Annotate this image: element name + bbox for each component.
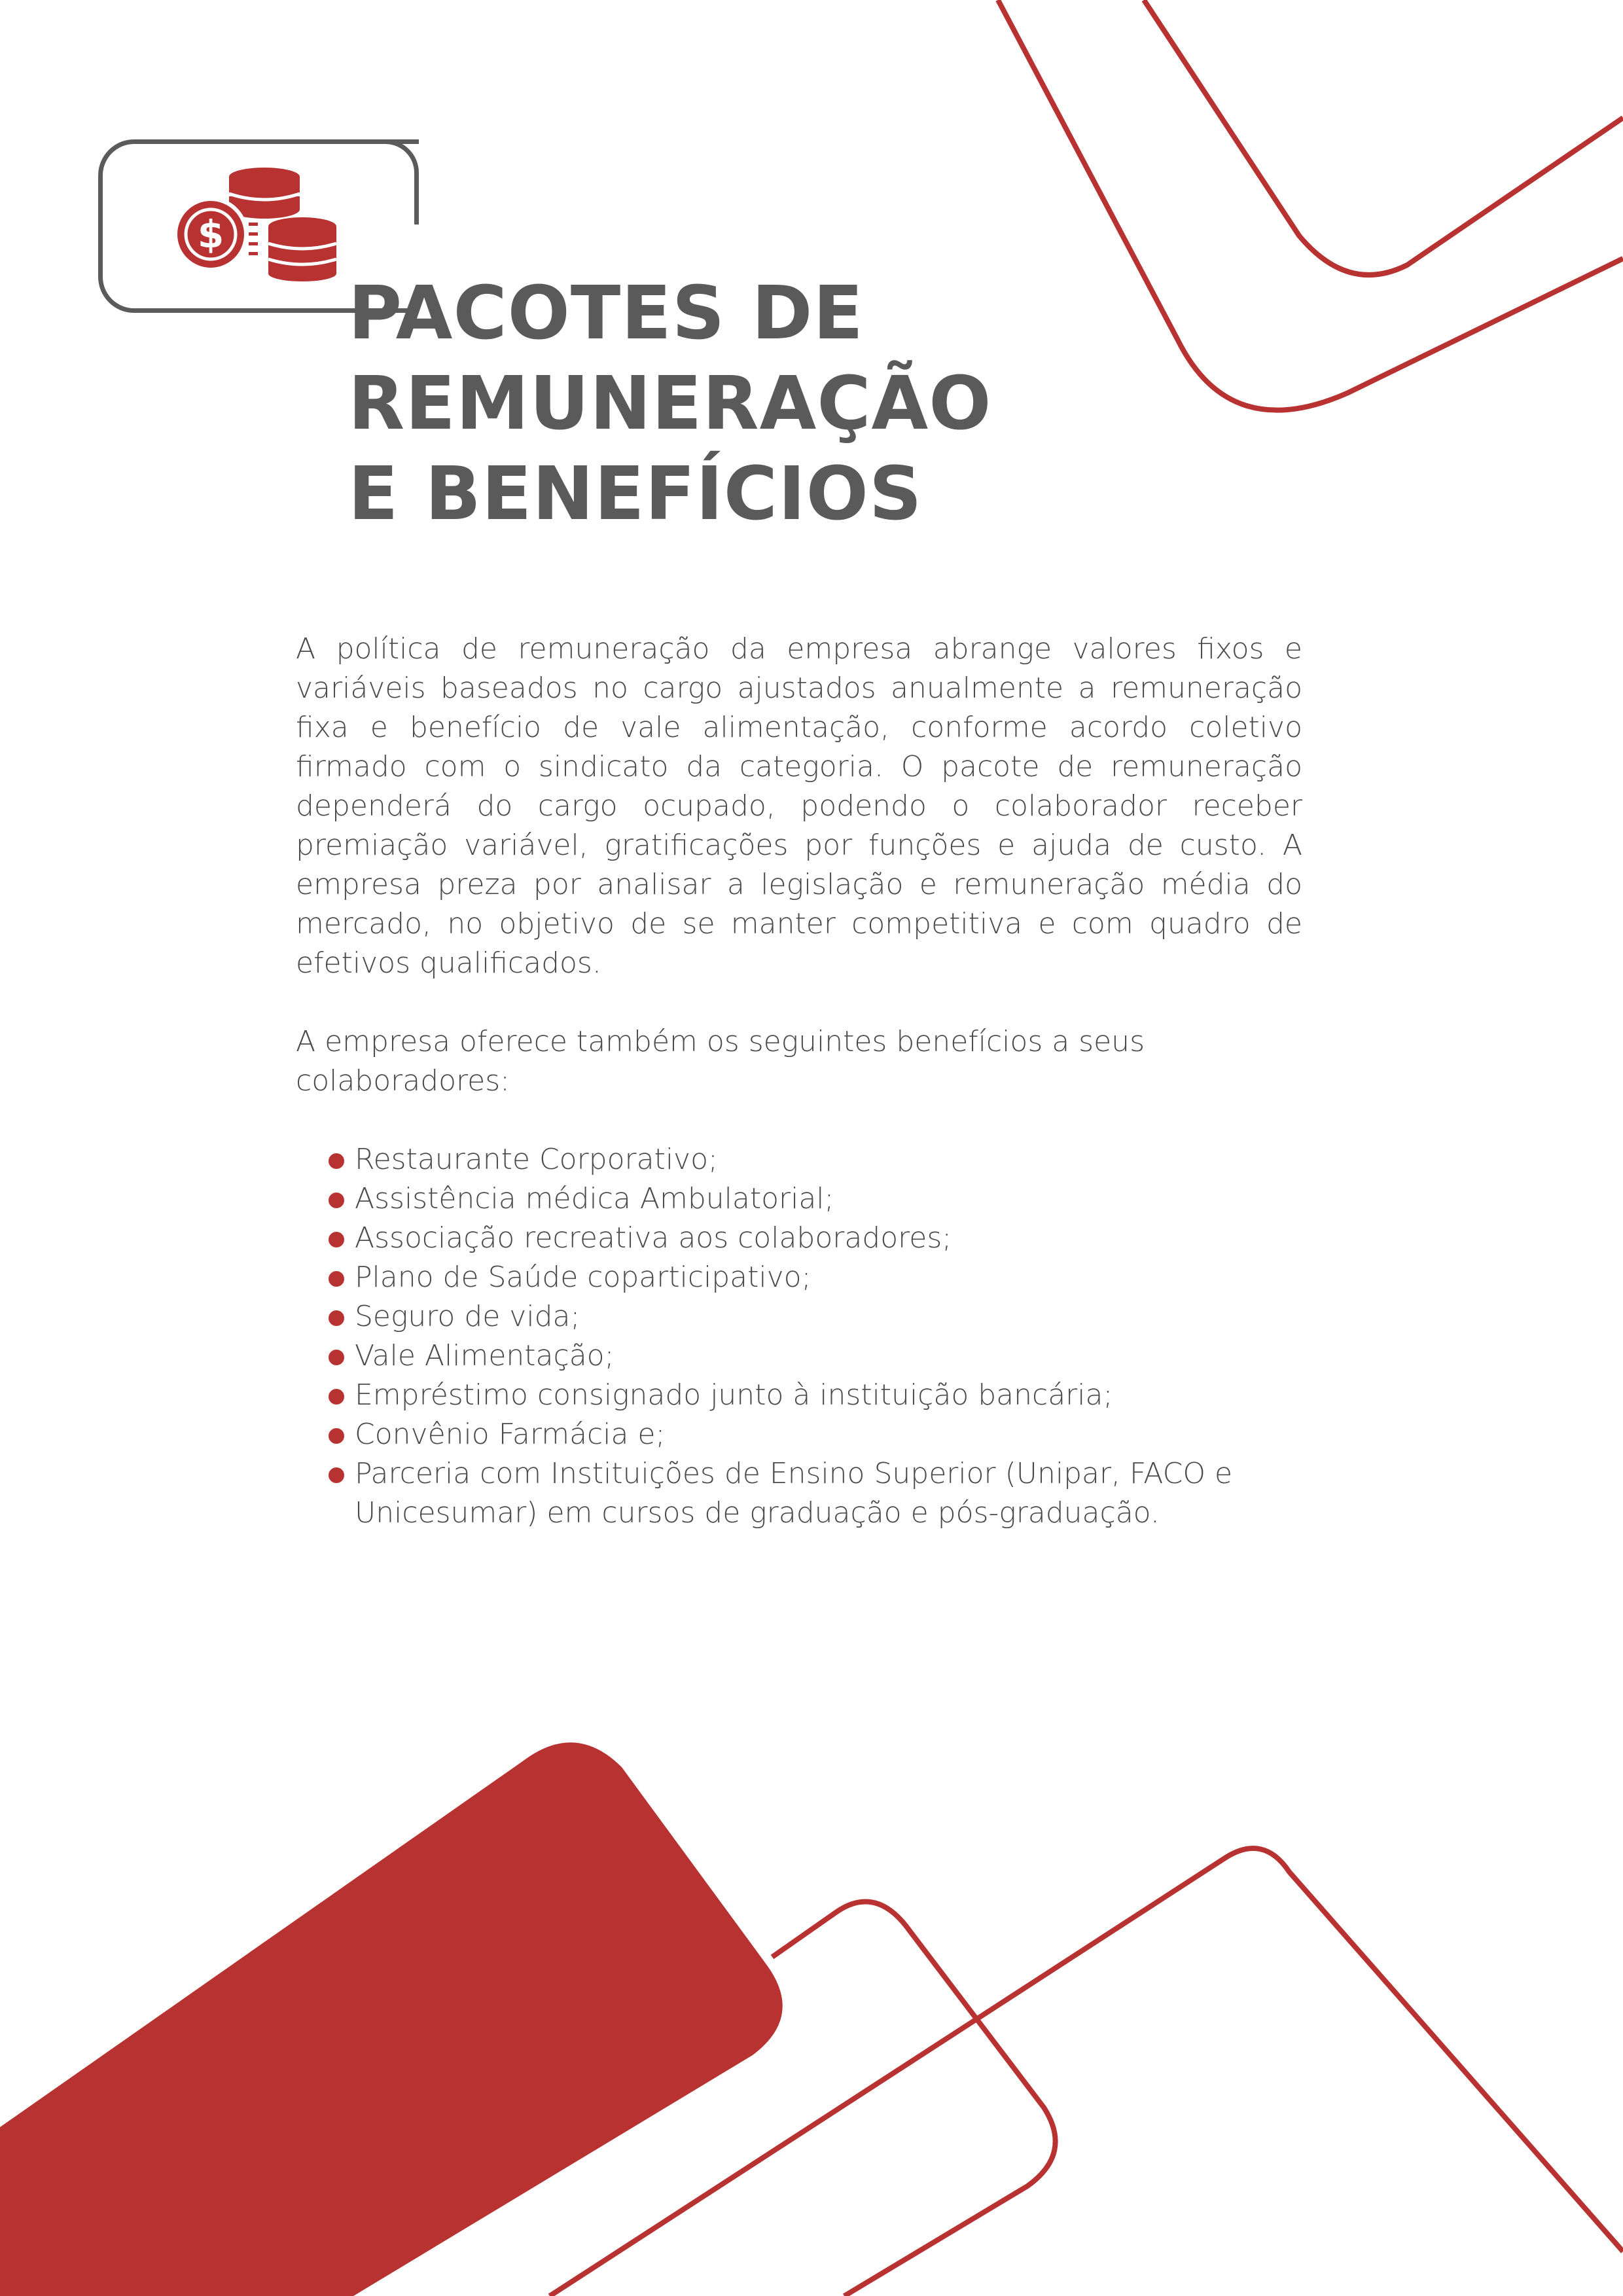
list-item: Associação recreativa aos colaboradores; <box>329 1219 1302 1258</box>
bullet-icon <box>329 1389 344 1405</box>
list-item: Assistência médica Ambulatorial; <box>329 1179 1302 1219</box>
title-line-2: REMUNERAÇÃO <box>348 361 992 446</box>
list-item: Convênio Farmácia e; <box>329 1415 1302 1454</box>
top-right-stroke-inner <box>1144 0 1623 275</box>
benefits-intro: A empresa oferece também os seguintes benefícios a seus colaboradores: <box>296 1025 1145 1098</box>
bullet-icon <box>329 1350 344 1365</box>
bullet-icon <box>329 1271 344 1287</box>
bullet-icon <box>329 1153 344 1169</box>
bullet-icon <box>329 1232 344 1247</box>
benefits-list <box>296 1140 1302 1533</box>
title-line-1: PACOTES DE <box>348 271 864 356</box>
list-item: Parceria com Instituições de Ensino Superior (Unipar, FACO e Unicesumar) em cursos de graduação e pós-graduação. <box>329 1454 1302 1533</box>
list-item: Vale Alimentação; <box>329 1336 1302 1376</box>
list-item: Seguro de vida; <box>329 1297 1302 1336</box>
top-right-stroke-outer <box>998 0 1623 410</box>
body-content <box>296 630 1302 1533</box>
bullet-icon <box>329 1467 344 1483</box>
coins-dollar-icon <box>171 164 348 281</box>
bottom-stroke-1 <box>772 1901 1056 2296</box>
bullet-icon <box>329 1310 344 1326</box>
svg-text:$: $ <box>197 212 224 257</box>
title-line-3: E BENEFÍCIOS <box>348 452 923 537</box>
bottom-left-filled-shape <box>0 1742 783 2296</box>
list-item: Plano de Saúde coparticipativo; <box>329 1258 1302 1297</box>
intro-paragraph: A política de remuneração da empresa abrange valores fixos e variáveis baseados no cargo ajustados anualmente a remuneração fixa e benefício de vale alimentação, conforme acordo coletivo firmado com o sindicato da categoria. O pacote de remuneração dependerá do cargo ocupado, podendo o colaborador receber premiação variável, gratificações por funções e ajuda de custo. A empresa preza por analisar a legislação e remuneração média do mercado, no objetivo de se manter competitiva e com quadro de efetivos qualificados. <box>296 632 1302 980</box>
page-title <box>348 268 1003 539</box>
bullet-icon <box>329 1428 344 1444</box>
bullet-icon <box>329 1193 344 1208</box>
list-item: Restaurante Corporativo; <box>329 1140 1302 1179</box>
list-item: Empréstimo consignado junto à instituição bancária; <box>329 1376 1302 1415</box>
